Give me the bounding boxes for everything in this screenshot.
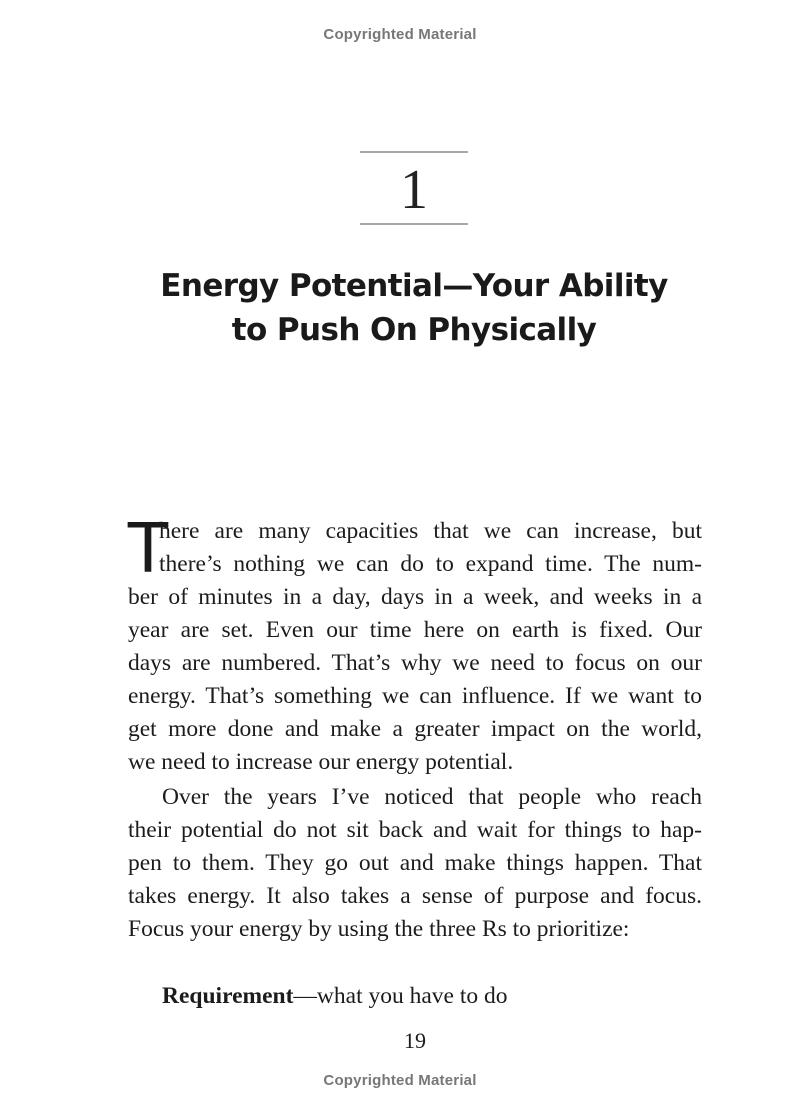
list-item-requirement xyxy=(162,980,508,1013)
copyright-watermark-top: Copyrighted Material xyxy=(323,26,477,43)
chapter-title-line-2: to Push On Physically xyxy=(231,312,597,348)
page-number: 19 xyxy=(404,1028,426,1053)
chapter-number: 1 xyxy=(400,159,428,221)
chapter-rule-top xyxy=(360,151,468,153)
chapter-title-line-1: Energy Potential—Your Ability xyxy=(160,268,668,304)
paragraph-line: here are many capacities that we can increase, but xyxy=(159,518,702,544)
paragraph-line: energy. That’s something we can influence. If we want to xyxy=(128,683,702,709)
paragraph-line: pen to them. They go out and make things happen. That xyxy=(128,850,702,876)
paragraph-line: get more done and make a greater impact on the world, xyxy=(128,716,702,742)
paragraph-2 xyxy=(128,781,702,946)
paragraph-line: we need to increase our energy potential. xyxy=(128,749,514,775)
paragraph-line: ber of minutes in a day, days in a week, and weeks in a xyxy=(128,584,702,610)
paragraph-line: year are set. Even our time here on earth is fixed. Our xyxy=(128,617,702,643)
list-item-term: Requirement xyxy=(162,983,294,1009)
copyright-watermark-bottom: Copyrighted Material xyxy=(323,1072,477,1089)
paragraph-line: there’s nothing we can do to expand time. The num- xyxy=(159,551,702,577)
paragraph-1 xyxy=(126,508,702,779)
chapter-rule-bottom xyxy=(360,223,468,225)
chapter-title xyxy=(100,264,728,352)
paragraph-line: takes energy. It also takes a sense of purpose and focus. xyxy=(128,883,702,909)
paragraph-line: their potential do not sit back and wait for things to hap- xyxy=(128,817,702,843)
paragraph-line: days are numbered. That’s why we need to focus on our xyxy=(128,650,702,676)
drop-cap: T xyxy=(126,508,170,588)
paragraph-line: Focus your energy by using the three Rs to prioritize: xyxy=(128,916,630,942)
paragraph-line: Over the years I’ve noticed that people who reach xyxy=(162,784,702,810)
list-item-definition: —what you have to do xyxy=(293,983,508,1009)
